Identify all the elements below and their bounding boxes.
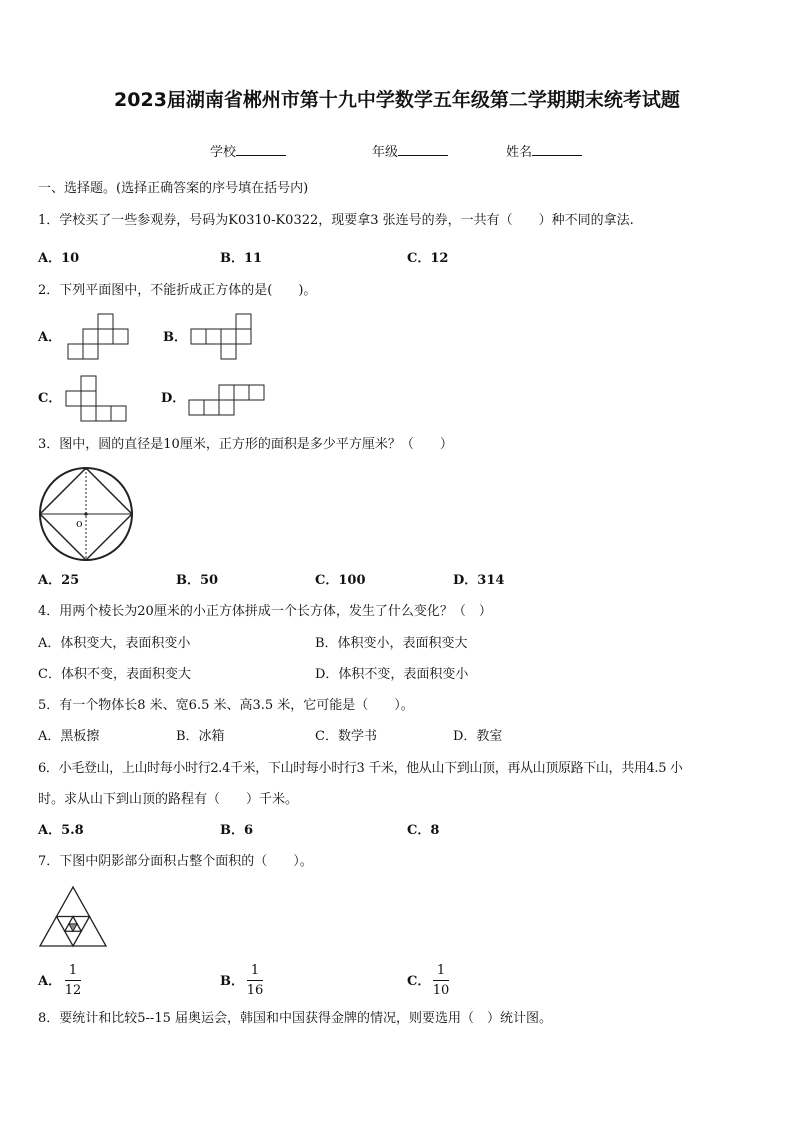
q4-option-a: A．体积变大，表面积变小 (38, 636, 191, 651)
q7-shaded-region (69, 924, 77, 931)
q3-option-d: D．314 (453, 573, 505, 588)
q3-center-label: o (76, 517, 83, 530)
q6-option-c: C．8 (407, 823, 440, 838)
q2-option-b: B． (163, 330, 187, 345)
q6-option-b: B．6 (220, 823, 254, 838)
question-2-text: 2．下列平面图中，不能折成正方体的是( )。 (38, 283, 317, 298)
q2-net-c (66, 376, 128, 424)
section-heading: 一、选择题。(选择正确答案的序号填在括号内) (38, 181, 309, 196)
q7-option-b-denominator: 16 (246, 983, 264, 998)
q3-option-c: C．100 (315, 573, 366, 588)
name-blank (532, 142, 582, 156)
q5-option-a: A．黑板擦 (38, 729, 100, 744)
grade-blank (398, 142, 448, 156)
page-title: 2023届湖南省郴州市第十九中学数学五年级第二学期期末统考试题 (114, 89, 680, 111)
grade-label: 年级 (372, 145, 399, 160)
q5-option-c: C．数学书 (315, 729, 377, 744)
school-field (210, 142, 286, 161)
q2-option-a: A． (38, 330, 62, 345)
question-8-text: 8．要统计和比较5--15 届奥运会，韩国和中国获得金牌的情况，则要选用（ ）统计图。 (38, 1011, 553, 1026)
q7-option-b-label: B． (220, 974, 244, 989)
question-5-text: 5．有一个物体长8 米、宽6.5 米、高3.5 米，它可能是（ ）。 (38, 698, 414, 713)
q7-option-a-label: A． (38, 974, 62, 989)
fraction-bar (433, 980, 449, 981)
name-field (506, 142, 582, 161)
fraction-bar (65, 980, 81, 981)
q7-option-b-fraction (245, 963, 265, 998)
q5-option-b: B．冰箱 (176, 729, 225, 744)
q1-option-c: C．12 (407, 251, 449, 266)
question-4-text: 4．用两个棱长为20厘米的小正方体拼成一个长方体，发生了什么变化？（ ） (38, 604, 492, 619)
q2-net-a (68, 312, 130, 360)
q4-option-b: B．体积变小，表面积变大 (315, 636, 468, 651)
q7-option-a-numerator: 1 (68, 963, 78, 978)
school-label: 学校 (210, 145, 237, 160)
name-label: 姓名 (506, 145, 533, 160)
q2-option-c: C． (38, 391, 62, 406)
q7-option-c-fraction (431, 963, 451, 998)
q7-option-b-numerator: 1 (250, 963, 260, 978)
q7-option-c-numerator: 1 (436, 963, 446, 978)
grade-field (372, 142, 448, 161)
q3-option-b: B．50 (176, 573, 219, 588)
q2-net-d (189, 384, 265, 418)
q7-triangle-figure (38, 885, 108, 949)
q1-option-b: B．11 (220, 251, 263, 266)
q2-option-d: D． (161, 391, 186, 406)
q1-option-a: A．10 (38, 251, 80, 266)
q7-option-a-fraction (63, 963, 83, 998)
question-6-text-line2: 时。求从山下到山顶的路程有（ ）千米。 (38, 792, 299, 807)
question-3-text: 3．图中，圆的直径是10厘米，正方形的面积是多少平方厘米？（ ） (38, 437, 453, 452)
q4-option-d: D．体积不变，表面积变小 (315, 667, 469, 682)
school-blank (236, 142, 286, 156)
q3-circle-square-figure (38, 466, 136, 564)
question-1-text: 1．学校买了一些参观券，号码为K0310-K0322，现要拿3 张连号的券，一共有（ ）种不同的拿法. (38, 213, 634, 228)
q7-option-c-label: C． (407, 974, 431, 989)
q3-option-a: A．25 (38, 573, 80, 588)
q6-option-a: A．5.8 (38, 823, 84, 838)
q7-option-a-denominator: 12 (64, 983, 82, 998)
q4-option-c: C．体积不变，表面积变大 (38, 667, 191, 682)
q2-net-b (191, 312, 253, 360)
question-6-text-line1: 6．小毛登山，上山时每小时行2.4千米，下山时每小时行3 千米，他从山下到山顶，再从山顶原路下山，共用4.5 小 (38, 761, 683, 776)
q7-option-c-denominator: 10 (432, 983, 450, 998)
q5-option-d: D．教室 (453, 729, 503, 744)
fraction-bar (247, 980, 263, 981)
question-7-text: 7．下图中阴影部分面积占整个面积的（ ）。 (38, 854, 313, 869)
